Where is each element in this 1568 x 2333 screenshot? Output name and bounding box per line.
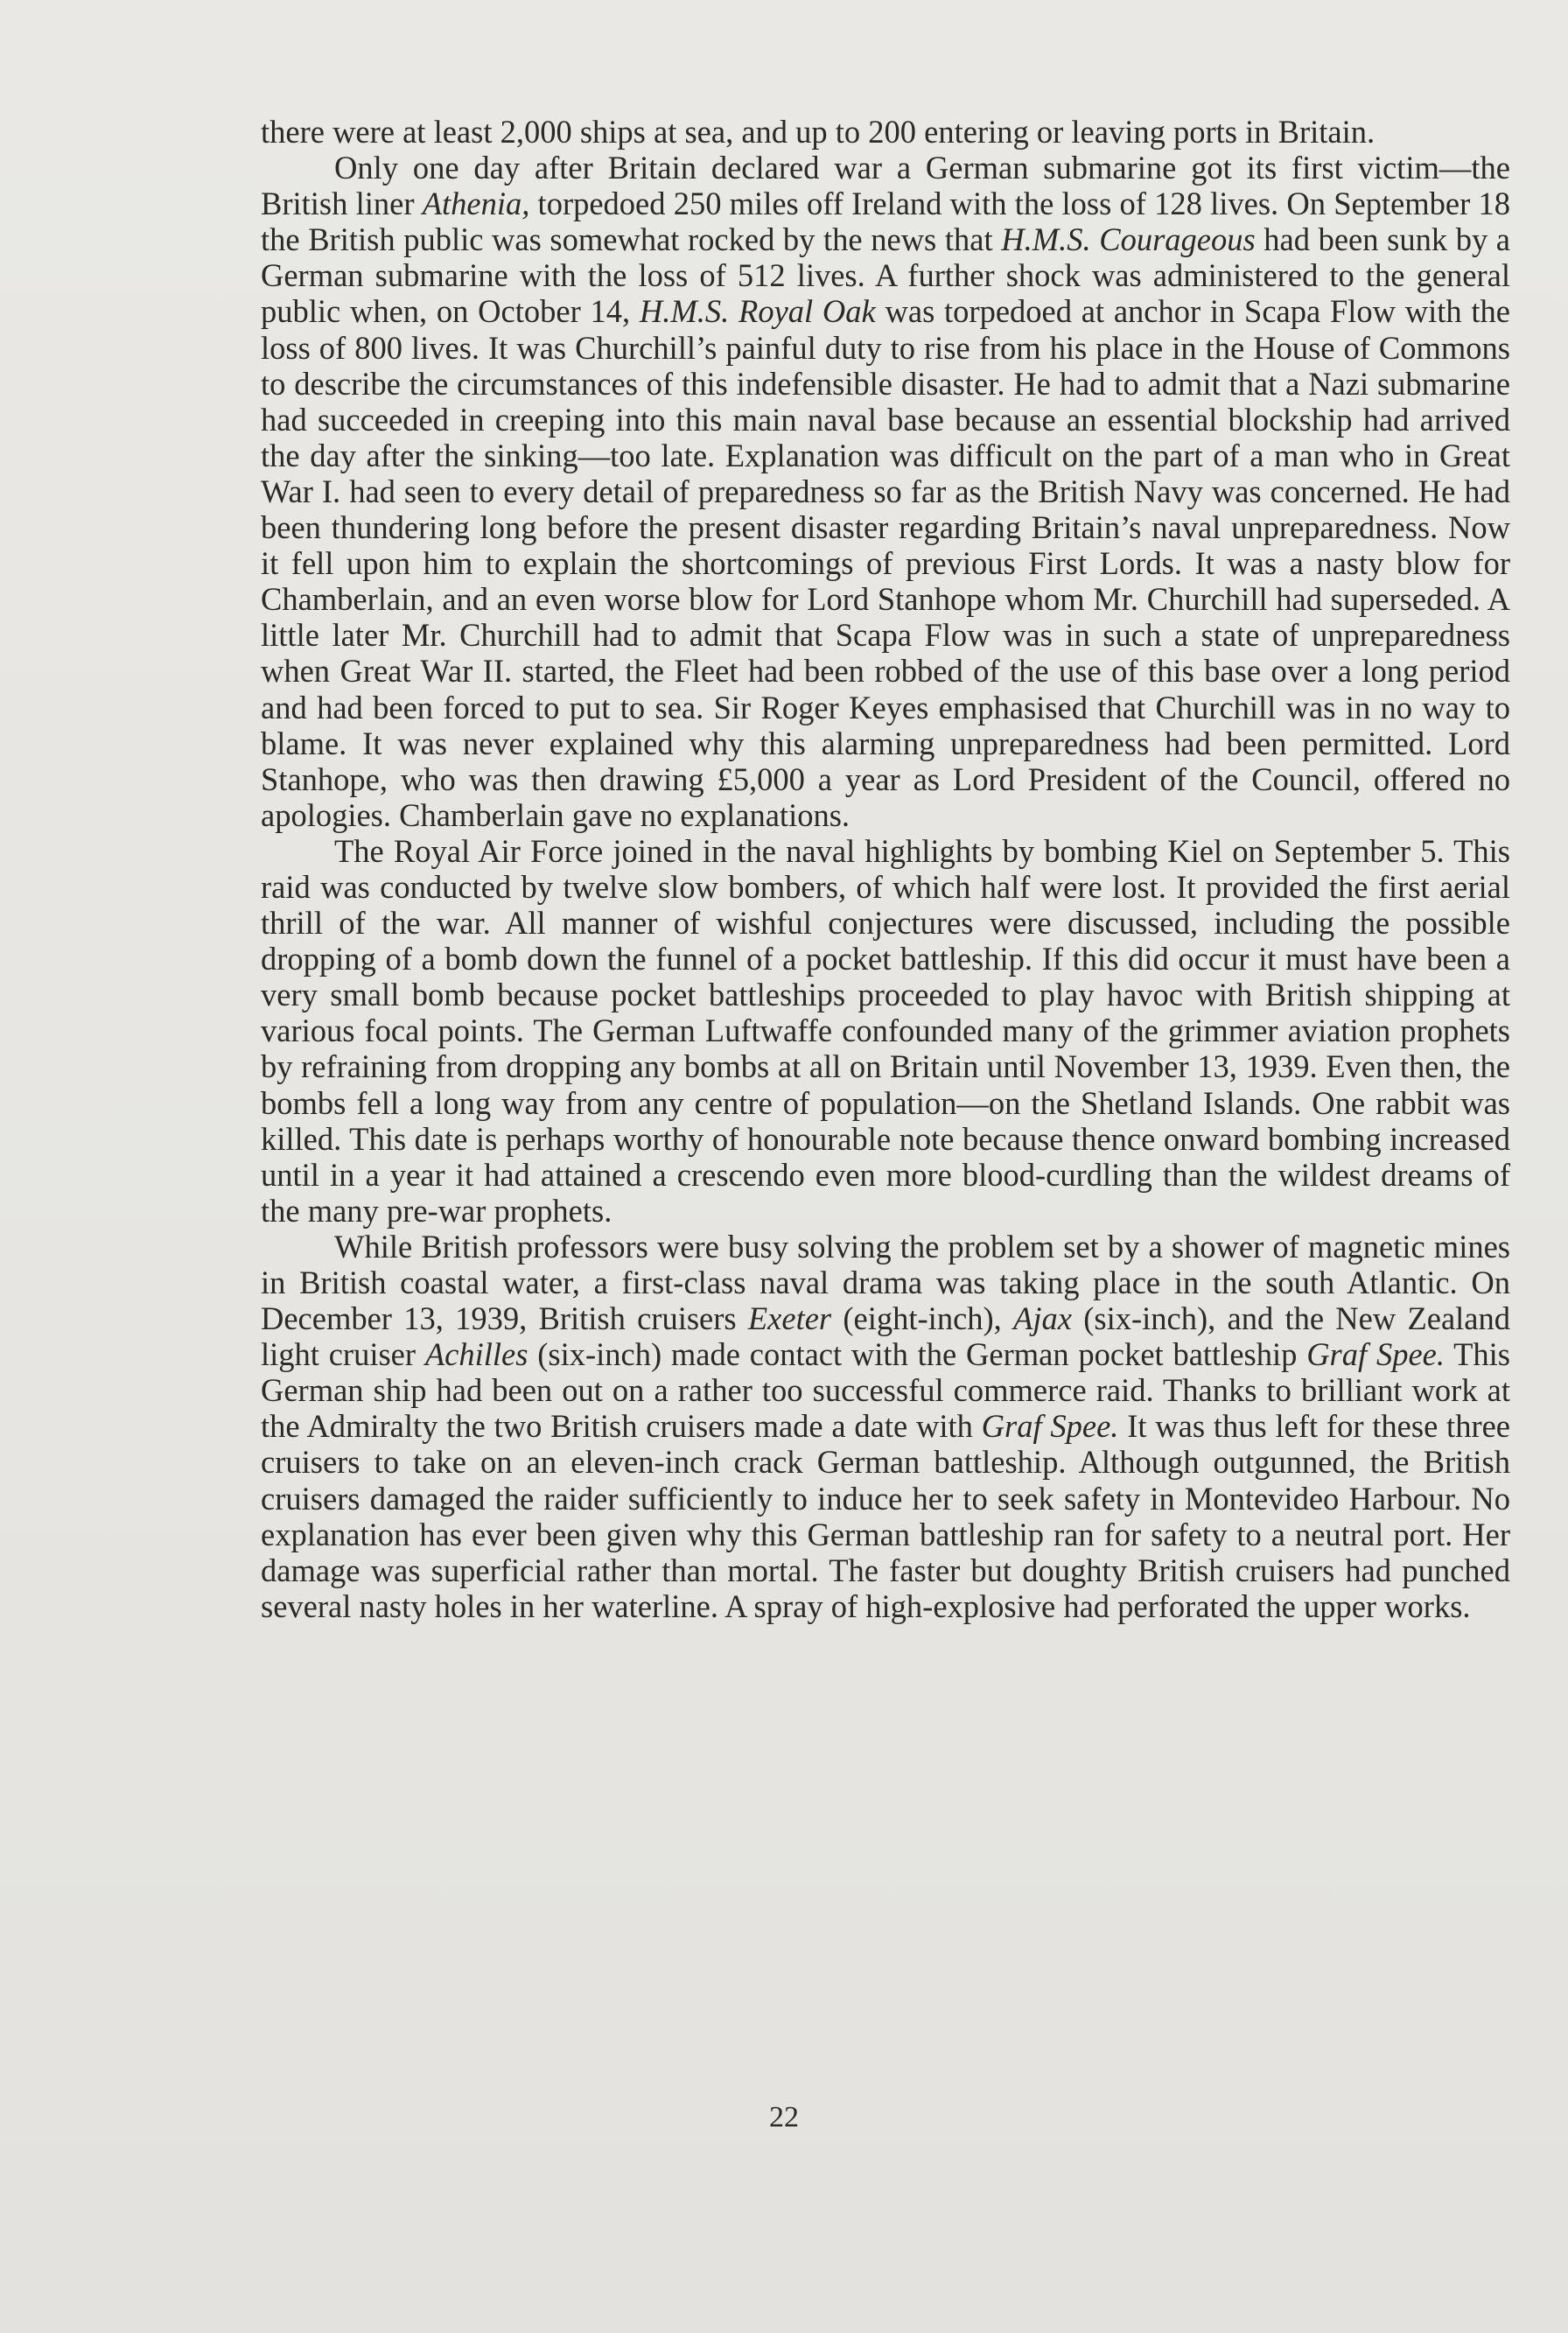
paragraph-1: [261, 114, 1510, 150]
text-segment: (eight-inch),: [831, 1300, 1014, 1337]
text-segment: This German ship had been out on a rather too successful commerce raid. Thanks to brilliant work at the Admiralty the two British cruisers made a date with: [261, 1336, 1510, 1445]
ship-name-exeter: Exeter: [747, 1300, 832, 1337]
ship-name-graf-spee: Graf Spee.: [1306, 1336, 1445, 1373]
text-segment: torpedoed 250 miles off Ireland with the loss of 128 lives. On September 18 the British public was somewhat rocked by the news that: [261, 186, 1510, 258]
ship-name-courageous: H.M.S. Courageous: [1001, 221, 1256, 258]
ship-name-royal-oak: H.M.S. Royal Oak: [639, 293, 876, 330]
ship-name-achilles: Achilles: [424, 1336, 528, 1373]
paragraph-4: [261, 1229, 1510, 1624]
text-segment: was torpedoed at anchor in Scapa Flow with the loss of 800 lives. It was Churchill’s painful duty to rise from his place in the House of Commons to describe the circumstances of this indefensible disaster. He had to admit that a Nazi submarine had succeeded in creeping into this main naval base because an essential blockship had arrived the day after the sinking—too late. Explanation was difficult on the part of a man who in Great War I. had seen to every detail of preparedness so far as the British Navy was concerned. He had been thundering long before the present disaster regarding Britain’s naval unpreparedness. Now it fell upon him to explain the shortcomings of previous First Lords. It was a nasty blow for Chamberlain, and an even worse blow for Lord Stanhope whom Mr. Churchill had superseded. A little later Mr. Churchill had to admit that Scapa Flow was in such a state of unpreparedness when Great War II. started, the Fleet had been robbed of the use of this base over a long period and had been forced to put to sea. Sir Roger Keyes emphasised that Churchill was in no way to blame. It was never explained why this alarming unpreparedness had been permitted. Lord Stanhope, who was then drawing £5,000 a year as Lord President of the Council, offered no apologies. Chamberlain gave no explanations.: [261, 293, 1510, 833]
page-number: 22: [769, 2101, 799, 2133]
ship-name-graf-spee: Graf Spee.: [981, 1408, 1119, 1445]
text-segment: Only one day after Britain declared war a German submarine got its first victim—the British liner: [261, 150, 1510, 222]
text-segment: The Royal Air Force joined in the naval highlights by bombing Kiel on September 5. This raid was conducted by twelve slow bombers, of which half were lost. It provided the first aerial thrill of the war. All manner of wishful conjectures were discussed, including the possible dropping of a bomb down the funnel of a pocket battleship. If this did occur it must have been a very small bomb because pocket battleships proceeded to play havoc with British shipping at various focal points. The German Luftwaffe confounded many of the grimmer aviation prophets by refraining from dropping any bombs at all on Britain until November 13, 1939. Even then, the bombs fell a long way from any centre of population—on the Shetland Islands. One rabbit was killed. This date is perhaps worthy of honourable note because thence onward bombing increased until in a year it had attained a crescendo even more blood-curdling than the wildest dreams of the many pre-war prophets.: [261, 832, 1510, 1229]
ship-name-ajax: Ajax: [1013, 1300, 1072, 1337]
paragraph-3: [261, 833, 1510, 1229]
text-segment: (six-inch), and the New Zealand light cruiser: [261, 1300, 1511, 1373]
text-segment: It was thus left for these three cruisers to take on an eleven-inch crack German battleship. Although outgunned, the British cruisers damaged the raider sufficiently to induce her to seek safety in Montevideo Harbour. No explanation has ever been given why this German battleship ran for safety to a neutral port. Her damage was superficial rather than mortal. The faster but doughty British cruisers had punched several nasty holes in her waterline. A spray of high-explosive had perforated the upper works.: [261, 1408, 1511, 1624]
body-text: [261, 114, 1510, 1624]
text-segment: (six-inch) made contact with the German pocket battleship: [528, 1336, 1307, 1373]
ship-name-athenia: Athenia,: [422, 186, 530, 222]
text-segment: had been sunk by a German submarine with the loss of 512 lives. A further shock was administered to the general public when, on October 14,: [261, 221, 1511, 330]
text-segment: there were at least 2,000 ships at sea, and up to 200 entering or leaving ports in Britain.: [261, 114, 1376, 150]
paragraph-2: [261, 150, 1510, 833]
text-segment: While British professors were busy solving the problem set by a shower of magnetic mines in British coastal water, a first-class naval drama was taking place in the south Atlantic. On December 13, 1939, British cruisers: [261, 1228, 1510, 1337]
